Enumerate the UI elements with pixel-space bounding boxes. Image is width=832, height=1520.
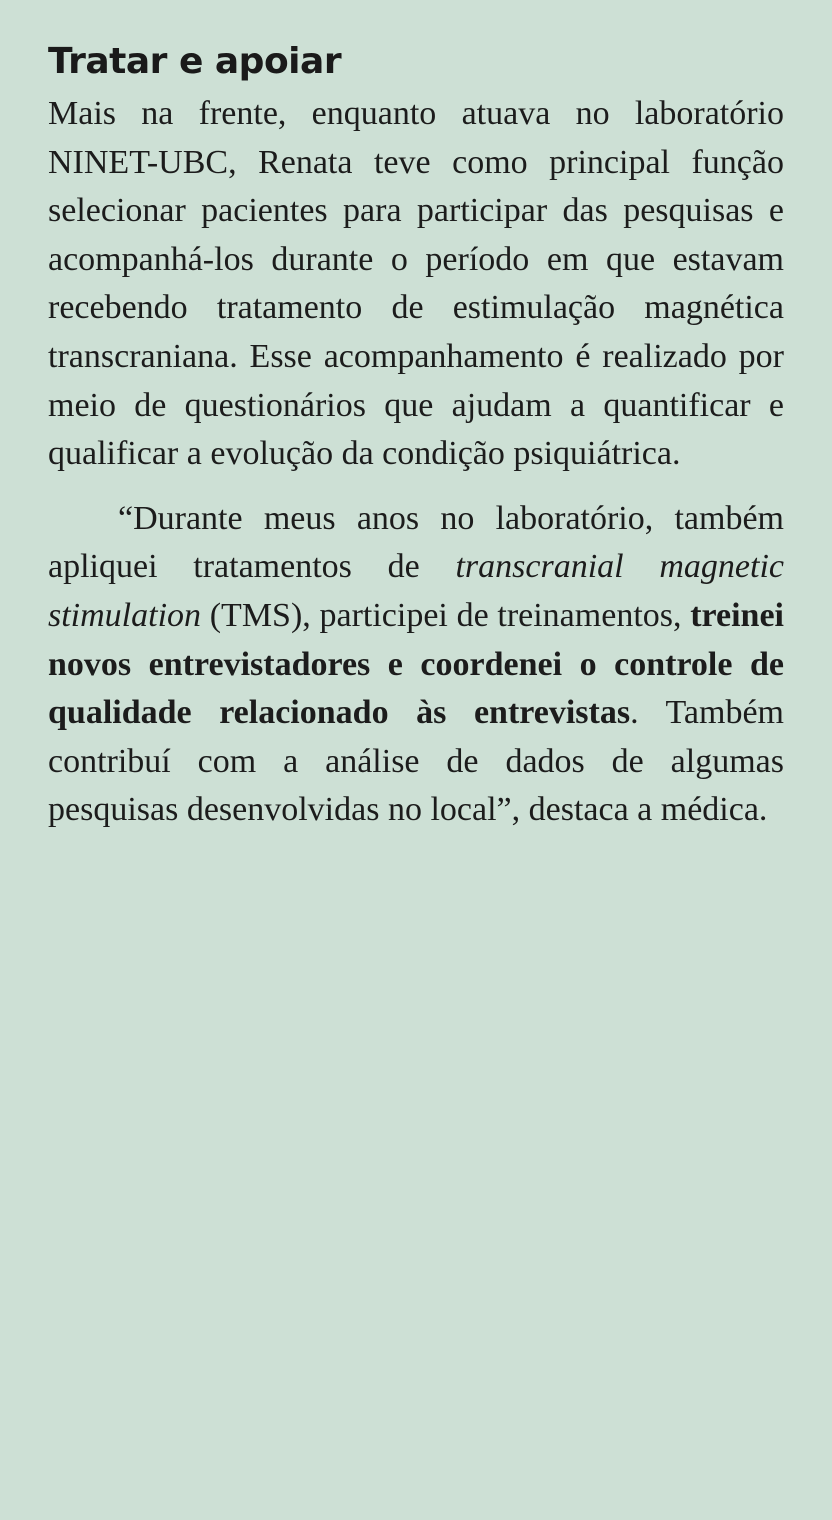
section-heading: Tratar e apoiar (48, 41, 342, 82)
paragraph-2-bold-highlight: treinei novos entrevistadores e coordenei o controle de qualidade relacionado às entrevistas (48, 596, 784, 732)
paragraph-2 (48, 495, 784, 835)
paragraph-2-text-c: . Também contribuí com a análise de dados de algumas pesquisas desenvolvidas no local”, destaca a médica. (48, 694, 785, 829)
paragraph-2-italic-term: transcranial magnetic stimulation (48, 548, 784, 634)
article (48, 38, 784, 835)
paragraph-2-text-b: (TMS), participei de treinamentos, (201, 596, 691, 634)
paragraph-2-text-a: “Durante meus anos no laboratório, também apliquei tratamentos de (48, 499, 784, 586)
paragraph-1: Mais na frente, enquanto atuava no laboratório NINET-UBC, Renata teve como principal função selecionar pacientes para participar das pesquisas e acompanhá-los durante o período em que estavam recebendo tratamento de estimulação magnética transcraniana. Esse acompanhamento é realizado por meio de questionários que ajudam a quantificar e qualificar a evolução da condição psiquiátrica. (48, 95, 784, 473)
